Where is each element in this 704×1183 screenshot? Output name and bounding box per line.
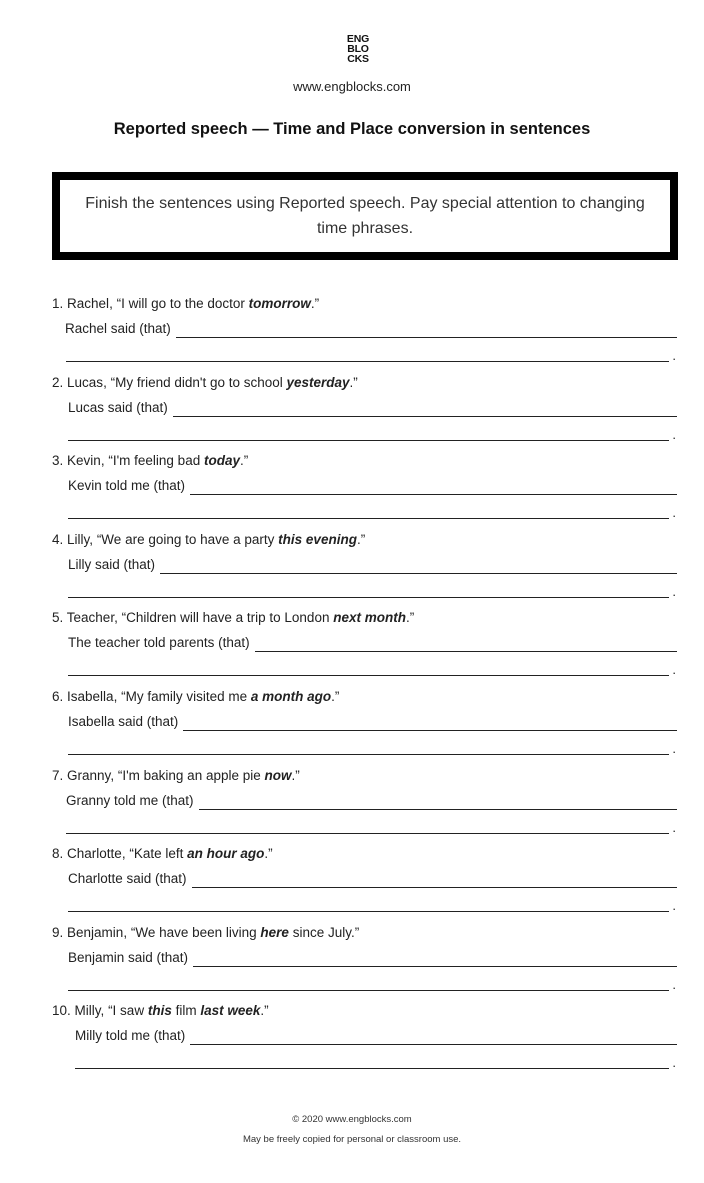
speaker-name: Granny [67, 767, 111, 783]
question-number: 3. [52, 453, 64, 469]
answer-line[interactable] [160, 573, 677, 574]
question-number: 9. [52, 924, 64, 940]
quote-text: .” [310, 296, 320, 311]
question-item [0, 375, 704, 453]
quote-text: .” [264, 846, 273, 862]
question-number: 5. [52, 610, 64, 626]
question-number: 7. [52, 767, 64, 783]
time-phrase: now [264, 767, 292, 783]
quote-text: “I'm feeling bad [108, 453, 204, 469]
line-end-period: . [672, 1055, 676, 1071]
answer-line-continuation[interactable] [68, 990, 669, 991]
answer-line[interactable] [173, 416, 677, 417]
answer-line-continuation[interactable] [68, 675, 669, 676]
question-item [0, 689, 704, 767]
engblocks-logo [338, 34, 378, 64]
answer-prompt: Benjamin said (that) [68, 949, 189, 965]
question-prompt: 6. Isabella, “My family visited me a month ago.” [52, 689, 340, 704]
answer-prompt: Lilly said (that) [68, 556, 156, 572]
line-end-period: . [672, 662, 676, 678]
line-end-period: . [672, 819, 676, 835]
question-number: 8. [52, 846, 64, 862]
question-prompt: 5. Teacher, “Children will have a trip to London next month.” [52, 610, 415, 626]
line-end-period: . [672, 583, 676, 599]
time-phrase: yesterday [286, 374, 350, 390]
question-prompt: 8. Charlotte, “Kate left an hour ago.” [52, 846, 273, 862]
speaker-name: Rachel [67, 296, 110, 311]
logo-line: CKS [347, 53, 369, 65]
footer-copyright: © 2020 www.engblocks.com [292, 1114, 412, 1125]
quote-text: .” [405, 610, 415, 626]
question-item [0, 768, 704, 846]
quote-text: .” [349, 374, 358, 390]
instructions-text: Finish the sentences using Reported speech. Pay special attention to changing time phrases. [85, 195, 645, 237]
question-item [0, 532, 704, 610]
answer-line[interactable] [176, 337, 677, 338]
answer-prompt: Kevin told me (that) [68, 478, 186, 494]
question-prompt: 1. Rachel, “I will go to the doctor tomorrow.” [52, 296, 320, 311]
line-end-period: . [672, 348, 676, 363]
speaker-name: Milly [74, 1003, 101, 1019]
speaker-name: Teacher [66, 610, 115, 626]
speaker-name: Kevin [67, 453, 101, 469]
question-item [0, 296, 704, 374]
question-item [0, 925, 704, 1003]
answer-line[interactable] [190, 1044, 677, 1045]
answer-line-continuation[interactable] [68, 518, 669, 519]
logo-line: BLO [347, 43, 369, 55]
time-phrase: last week [200, 1003, 261, 1019]
speaker-name: Lucas [67, 374, 104, 390]
quote-text: .” [260, 1003, 269, 1019]
answer-line[interactable] [192, 887, 677, 888]
speaker-name: Lilly [67, 531, 90, 547]
footer-license: May be freely copied for personal or classroom use. [242, 1134, 462, 1145]
answer-line-continuation[interactable] [68, 597, 669, 598]
answer-line[interactable] [183, 730, 677, 731]
quote-text: “Children will have a trip to London [121, 610, 334, 626]
question-prompt: 3. Kevin, “I'm feeling bad today.” [52, 453, 249, 469]
question-prompt: 2. Lucas, “My friend didn't go to school yesterday.” [52, 374, 358, 390]
quote-text: film [171, 1003, 201, 1019]
answer-line-continuation[interactable] [66, 361, 669, 362]
question-number: 10. [52, 1003, 71, 1019]
question-number: 2. [52, 374, 64, 390]
question-number: 4. [52, 531, 64, 547]
time-phrase: this [147, 1003, 172, 1019]
quote-text: .” [331, 689, 340, 704]
question-item [0, 846, 704, 924]
answer-line[interactable] [190, 494, 677, 495]
line-end-period: . [672, 898, 676, 914]
quote-text: “My family visited me [121, 689, 251, 704]
answer-prompt: Granny told me (that) [66, 792, 194, 808]
time-phrase: an hour ago [187, 846, 265, 862]
quote-text: .” [239, 453, 249, 469]
answer-prompt: Milly told me (that) [75, 1028, 186, 1044]
answer-prompt: Lucas said (that) [68, 399, 168, 415]
answer-line-continuation[interactable] [68, 440, 669, 441]
instructions-box [52, 172, 678, 260]
question-prompt: 9. Benjamin, “We have been living here since July.” [52, 924, 360, 940]
answer-prompt: Rachel said (that) [65, 321, 171, 336]
time-phrase: here [260, 924, 289, 940]
answer-line-continuation[interactable] [66, 833, 669, 834]
time-phrase: next month [333, 610, 406, 626]
quote-text: “My friend didn't go to school [110, 374, 287, 390]
line-end-period: . [672, 426, 676, 442]
line-end-period: . [672, 505, 676, 521]
worksheet-title: Reported speech — Time and Place conversion in sentences [113, 120, 591, 138]
speaker-name: Isabella [67, 689, 114, 704]
answer-prompt: Charlotte said (that) [68, 871, 187, 887]
answer-line[interactable] [193, 966, 677, 967]
quote-text: “Kate left [129, 846, 188, 862]
question-item [0, 1003, 704, 1081]
answer-line-continuation[interactable] [68, 911, 669, 912]
time-phrase: tomorrow [248, 296, 311, 311]
quote-text: “We have been living [130, 924, 261, 940]
question-item [0, 453, 704, 531]
question-item [0, 610, 704, 688]
time-phrase: this evening [278, 531, 357, 547]
quote-text: “I'm baking an apple pie [117, 767, 265, 783]
speaker-name: Benjamin [67, 924, 124, 940]
question-number: 6. [52, 689, 64, 704]
line-end-period: . [672, 741, 676, 756]
question-prompt: 10. Milly, “I saw this film last week.” [52, 1003, 269, 1019]
answer-prompt: Isabella said (that) [68, 714, 179, 729]
question-prompt: 4. Lilly, “We are going to have a party this evening.” [52, 531, 366, 547]
quote-text: “I will go to the doctor [116, 296, 249, 311]
answer-line[interactable] [255, 651, 677, 652]
time-phrase: a month ago [250, 689, 332, 704]
quote-text: .” [291, 767, 300, 783]
line-end-period: . [672, 976, 676, 992]
website-url: www.engblocks.com [293, 79, 411, 94]
answer-prompt: The teacher told parents (that) [68, 635, 250, 651]
answer-line-continuation[interactable] [75, 1068, 669, 1069]
answer-line-continuation[interactable] [68, 754, 669, 755]
question-number: 1. [52, 296, 64, 311]
question-prompt: 7. Granny, “I'm baking an apple pie now.” [52, 767, 300, 783]
quote-text: “I saw [108, 1003, 148, 1019]
quote-text: “We are going to have a party [96, 531, 279, 547]
speaker-name: Charlotte [67, 846, 122, 862]
answer-line[interactable] [199, 809, 677, 810]
time-phrase: today [203, 453, 240, 469]
quote-text: since July.” [288, 924, 360, 940]
quote-text: .” [356, 531, 366, 547]
logo-line: ENG [346, 33, 370, 45]
